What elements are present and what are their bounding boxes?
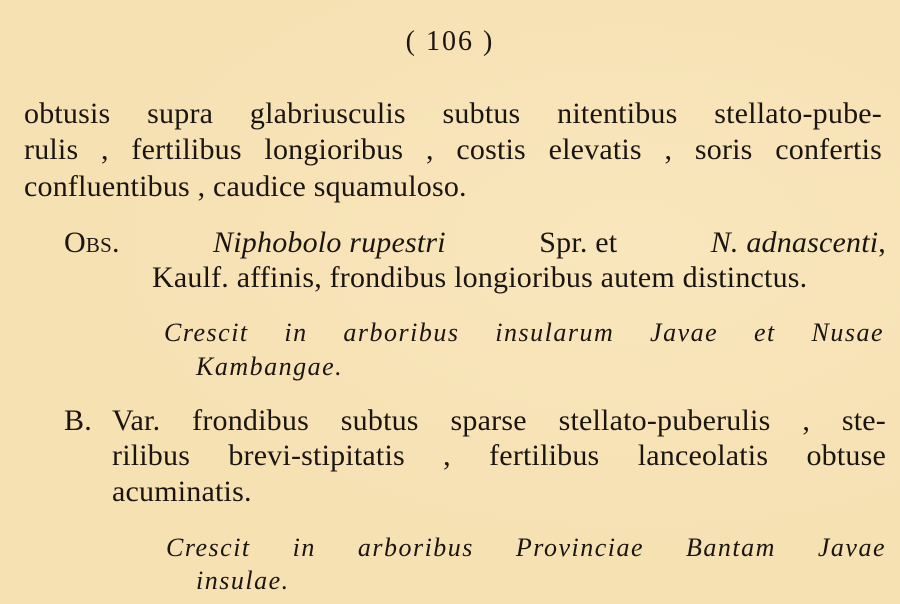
paragraph-line-2: rulis , fertilibus longioribus , costis elevatis , soris confertis [24,133,882,166]
var-b-label: B. [64,404,92,437]
var-b-line-2: rilibus brevi-stipitatis , fertilibus lanceolatis obtuse [112,439,886,472]
habitat-1-line-1: Crescit in arboribus insularum Javae et Nusae [164,318,884,347]
paragraph-line-1: obtusis supra glabriusculis subtus nitentibus stellato-pube- [24,97,882,130]
obs-genus-2: N. adnascenti [710,226,879,259]
var-b-line-3: acuminatis. [112,475,252,508]
page-number: ( 106 ) [405,26,495,57]
obs-label: Obs. [64,226,120,259]
obs-genus-1: Niphobolo rupestri [213,226,446,259]
obs-line-2: Kaulf. affinis, frondibus longioribus autem distinctus. [152,261,808,294]
obs-author-1: Spr. et [539,226,618,259]
paragraph-line-3: confluentibus , caudice squamuloso. [24,170,467,203]
habitat-1-line-2: Kambangae. [196,352,344,381]
habitat-2-line-1: Crescit in arboribus Provinciae Bantam Javae [166,533,886,562]
habitat-2-line-2: insulae. [196,566,290,595]
obs-comma: , [878,226,886,259]
var-b-line-1: Var. frondibus subtus sparse stellato-puberulis , ste- [112,404,886,437]
obs-genus-2-wrap [711,225,886,261]
obs-line-1 [64,225,886,261]
